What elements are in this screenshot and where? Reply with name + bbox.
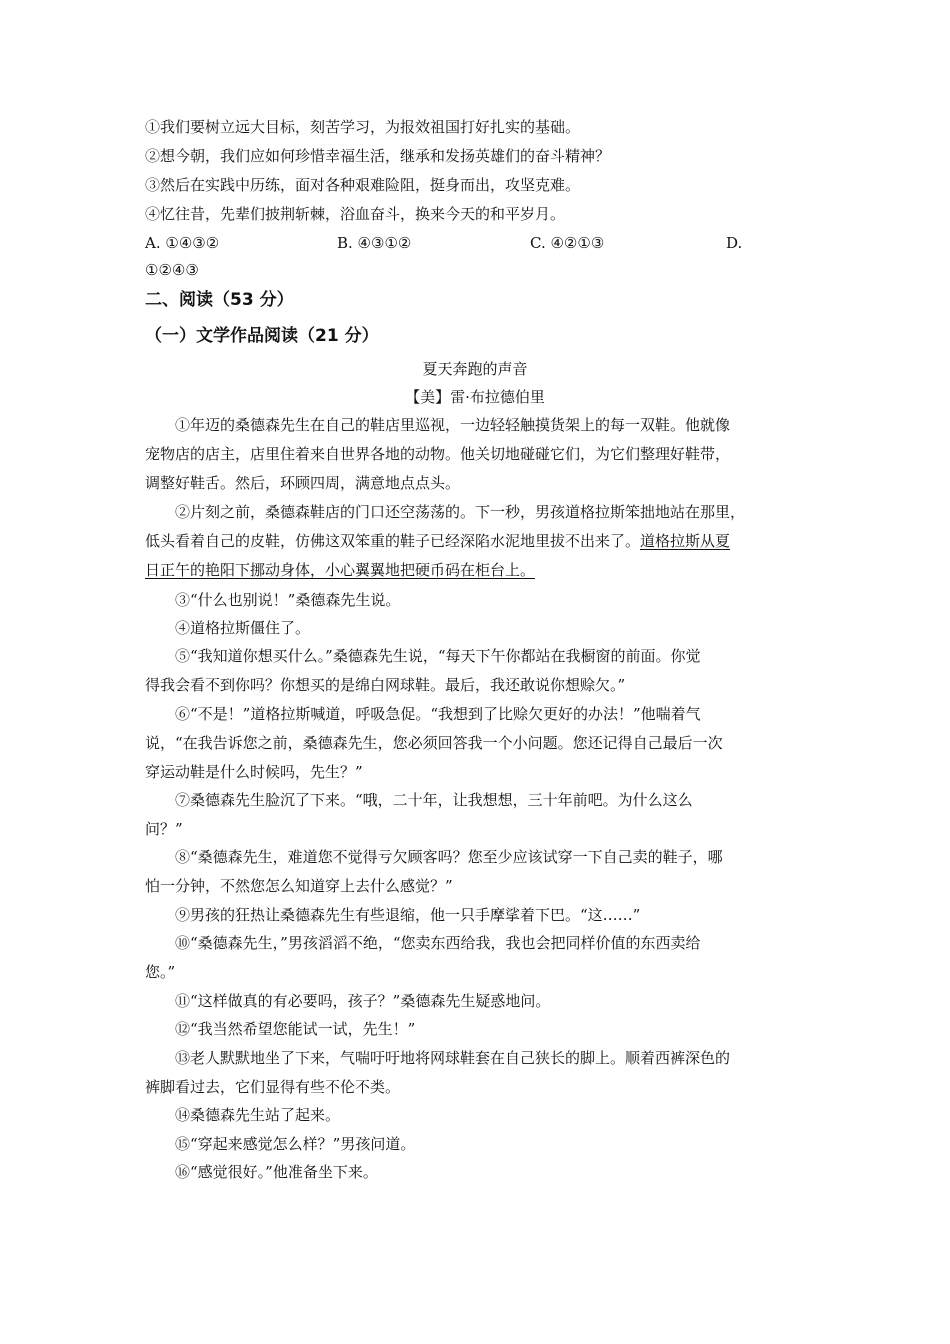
story-line: ④道格拉斯僵住了。 bbox=[175, 619, 311, 637]
story-line: ⑥“不是！”道格拉斯喊道，呼吸急促。“我想到了比赊欠更好的办法！”他喘着气 bbox=[175, 705, 701, 723]
order-sentence-4: ④忆往昔，先辈们披荆斩棘，浴血奋斗，换来今天的和平岁月。 bbox=[145, 205, 566, 223]
story-title: 夏天奔跑的声音 bbox=[422, 360, 528, 378]
story-line: 您。” bbox=[145, 963, 176, 981]
story-line: ⑫“我当然希望您能试一试，先生！” bbox=[175, 1020, 416, 1038]
order-sentence-3: ③然后在实践中历练，面对各种艰难险阻，挺身而出，攻坚克难。 bbox=[145, 176, 581, 194]
story-line: 调整好鞋舌。然后，环顾四周，满意地点点头。 bbox=[145, 474, 461, 492]
option-a: A. ①④③② bbox=[145, 234, 220, 252]
story-line: ⑮“穿起来感觉怎么样？”男孩问道。 bbox=[175, 1135, 416, 1153]
story-line: ⑨男孩的狂热让桑德森先生有些退缩，他一只手摩挲着下巴。“这……” bbox=[175, 906, 641, 924]
story-line bbox=[145, 531, 730, 551]
order-sentence-1: ①我们要树立远大目标，刻苦学习，为报效祖国打好扎实的基础。 bbox=[145, 118, 581, 136]
story-line: 说，“在我告诉您之前，桑德森先生，您必须回答我一个小问题。您还记得自己最后一次 bbox=[145, 734, 723, 752]
story-line: 问？” bbox=[145, 820, 183, 838]
underlined-sentence-continued: 日正午的艳阳下挪动身体，小心翼翼地把硬币码在柜台上。 bbox=[145, 561, 536, 579]
story-line: ⑯“感觉很好。”他准备坐下来。 bbox=[175, 1163, 378, 1181]
story-author: 【美】雷·布拉德伯里 bbox=[405, 388, 545, 406]
story-line: 穿运动鞋是什么时候吗，先生？” bbox=[145, 763, 363, 781]
story-line: 裤脚看过去，它们显得有些不伦不类。 bbox=[145, 1078, 401, 1096]
story-text: 低头看着自己的皮鞋，仿佛这双笨重的鞋子已经深陷水泥地里拔不出来了。 bbox=[145, 532, 641, 550]
order-sentence-2: ②想今朝，我们应如何珍惜幸福生活，继承和发扬英雄们的奋斗精神？ bbox=[145, 147, 611, 165]
underlined-sentence: 道格拉斯从夏 bbox=[640, 532, 731, 550]
option-d-continued: ①②④③ bbox=[145, 261, 199, 279]
story-line: ⑪“这样做真的有必要吗，孩子？”桑德森先生疑惑地问。 bbox=[175, 992, 551, 1010]
story-line: ⑩“桑德森先生，”男孩滔滔不绝，“您卖东西给我，我也会把同样价值的东西卖给 bbox=[175, 934, 701, 952]
story-line: 怕一分钟，不然您怎么知道穿上去什么感觉？” bbox=[145, 877, 453, 895]
option-b: B. ④③①② bbox=[337, 234, 412, 252]
story-line: ③“什么也别说！”桑德森先生说。 bbox=[175, 591, 401, 609]
option-d: D. bbox=[726, 234, 743, 252]
story-line: ⑬老人默默地坐了下来，气喘吁吁地将网球鞋套在自己狭长的脚上。顺着西裤深色的 bbox=[175, 1049, 731, 1067]
story-line: ⑦桑德森先生脸沉了下来。“哦，二十年，让我想想，三十年前吧。为什么这么 bbox=[175, 791, 693, 809]
story-line: ②片刻之前，桑德森鞋店的门口还空荡荡的。下一秒，男孩道格拉斯笨拙地站在那里， bbox=[175, 503, 746, 521]
story-line: ①年迈的桑德森先生在自己的鞋店里巡视，一边轻轻触摸货架上的每一双鞋。他就像 bbox=[175, 416, 731, 434]
option-c: C. ④②①③ bbox=[530, 234, 605, 252]
story-line: 得我会看不到你吗？你想买的是绵白网球鞋。最后，我还敢说你想赊欠。” bbox=[145, 676, 626, 694]
story-line: ⑭桑德森先生站了起来。 bbox=[175, 1106, 341, 1124]
story-line: ⑧“桑德森先生，难道您不觉得亏欠顾客吗？您至少应该试穿一下自己卖的鞋子，哪 bbox=[175, 848, 723, 866]
section-title: 二、阅读（53 分） bbox=[145, 290, 294, 310]
story-line: 宠物店的店主，店里住着来自世界各地的动物。他关切地碰碰它们，为它们整理好鞋带， bbox=[145, 445, 731, 463]
subsection-title: （一）文学作品阅读（21 分） bbox=[145, 326, 379, 346]
story-line: ⑤“我知道你想买什么。”桑德森先生说，“每天下午你都站在我橱窗的前面。你觉 bbox=[175, 647, 701, 665]
